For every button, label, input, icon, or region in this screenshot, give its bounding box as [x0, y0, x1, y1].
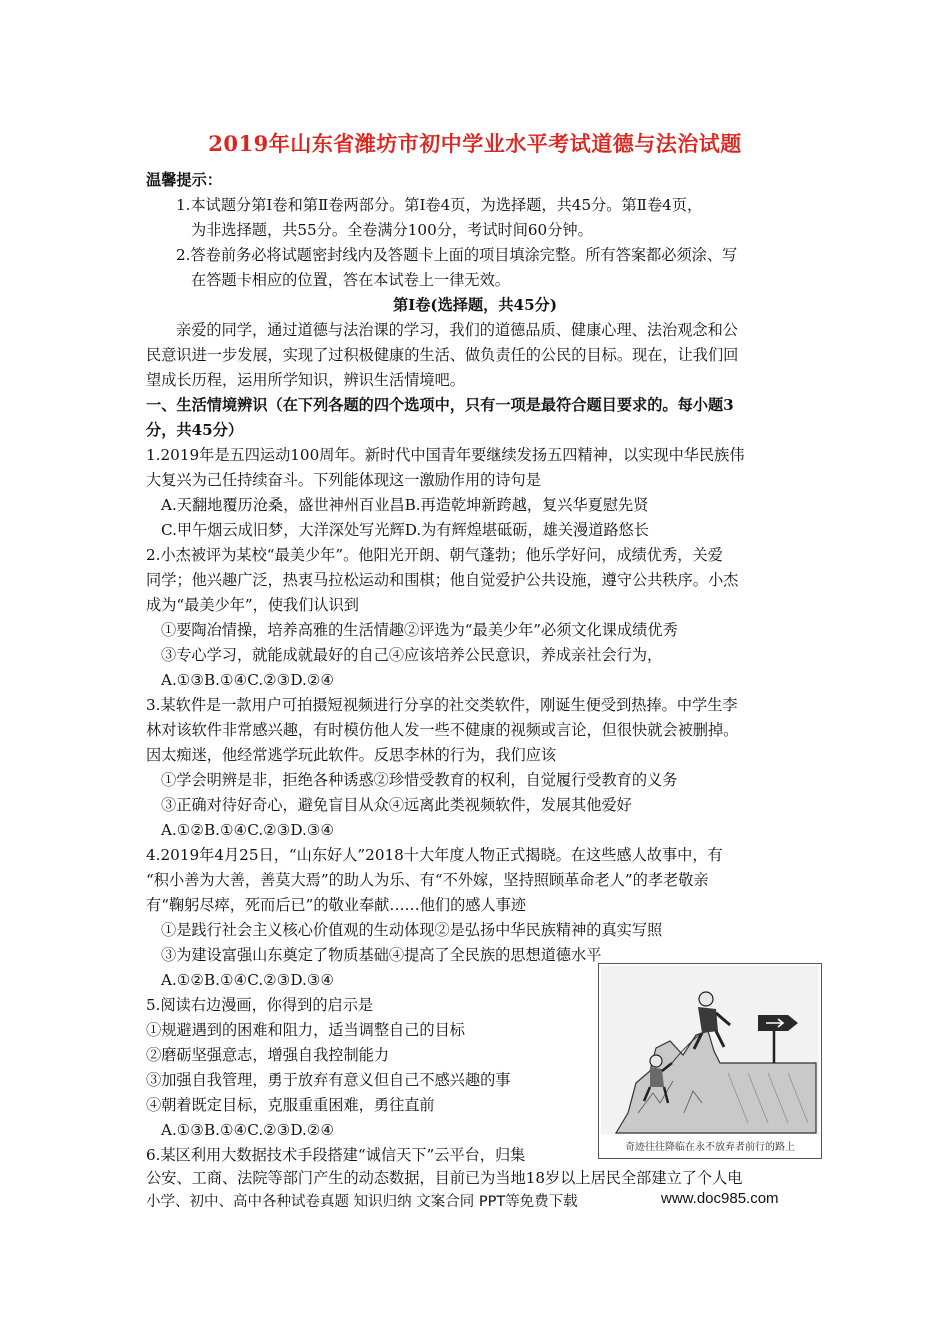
page-title: 2019年山东省潍坊市初中学业水平考试道德与法治试题 — [208, 131, 742, 156]
question-3-statement: ③正确对待好奇心，避免盲目从众④远离此类视频软件，发展其他爱好 — [161, 796, 632, 814]
intro-line: 亲爱的同学，通过道德与法治课的学习，我们的道德品质、健康心理、法治观念和公 — [176, 321, 738, 339]
tips-line: 2.答卷前务必将试题密封线内及答题卡上面的项目填涂完整。所有答案都必须涂、写 — [176, 246, 738, 264]
question-3-stem: 因太痴迷，他经常逃学玩此软件。反思李林的行为，我们应该 — [146, 746, 557, 764]
question-2-stem: 同学；他兴趣广泛，热衷马拉松运动和围棋；他自觉爱护公共设施，遵守公共秩序。小杰 — [146, 571, 739, 589]
question-3-statement: ①学会明辨是非，拒绝各种诱惑②珍惜受教育的权利，自觉履行受教育的义务 — [161, 771, 678, 789]
question-2-stem: 成为“最美少年”，使我们认识到 — [146, 596, 359, 614]
question-2-stem: 2.小杰被评为某校“最美少年”。他阳光开朗、朝气蓬勃；他乐学好问，成绩优秀，关爱 — [146, 546, 723, 564]
question-4-statement: ③为建设富强山东奠定了物质基础④提高了全民族的思想道德水平 — [161, 946, 602, 964]
intro-line: 民意识进一步发展，实现了过积极健康的生活、做负责任的公民的目标。现在，让我们回 — [146, 346, 739, 364]
question-2-statement: ③专心学习，就能成就最好的自己④应该培养公民意识，养成亲社会行为， — [161, 646, 663, 664]
section-title: 第Ⅰ卷(选择题，共45分) — [392, 296, 558, 314]
intro-line: 望成长历程，运用所学知识，辨识生活情境吧。 — [146, 371, 465, 389]
question-5-statement: ①规避遇到的困难和阻力，适当调整自己的目标 — [146, 1021, 465, 1039]
question-1-option: C.甲午烟云成旧梦，大洋深处写光辉D.为有辉煌堪砥砺，雄关漫道路悠长 — [161, 521, 649, 539]
tips-line: 1.本试题分第Ⅰ卷和第Ⅱ卷两部分。第Ⅰ卷4页，为选择题，共45分。第Ⅱ卷4页， — [176, 196, 703, 214]
question-5-statement: ②磨砺坚强意志，增强自我控制能力 — [146, 1046, 389, 1064]
question-2-options: A.①③B.①④C.②③D.②④ — [161, 671, 335, 689]
question-1-stem: 大复兴为己任持续奋斗。下列能体现这一激励作用的诗句是 — [146, 471, 541, 489]
tips-heading: 温馨提示： — [146, 171, 222, 189]
cartoon-illustration — [598, 963, 822, 1159]
cartoon-caption: 奇迹往往降临在永不放弃者前行的路上 — [625, 1142, 795, 1153]
question-1-stem: 1.2019年是五四运动100周年。新时代中国青年要继续发扬五四精神，以实现中华民族伟 — [146, 446, 745, 464]
question-1-option: A.天翻地覆历沧桑，盛世神州百业昌B.再造乾坤新跨越，复兴华夏慰先贤 — [161, 496, 649, 514]
footer-url-link[interactable]: www.doc985.com — [661, 1190, 779, 1207]
question-4-options: A.①②B.①④C.②③D.③④ — [161, 971, 335, 989]
question-4-statement: ①是践行社会主义核心价值观的生动体现②是弘扬中华民族精神的真实写照 — [161, 921, 663, 939]
question-4-stem: “积小善为大善，善莫大焉”的助人为乐、有“不外嫁，坚持照顾革命老人”的孝老敬亲 — [146, 871, 709, 889]
question-5-statement: ③加强自我管理，勇于放弃有意义但自己不感兴趣的事 — [146, 1071, 511, 1089]
tips-line: 在答题卡相应的位置，答在本试卷上一律无效。 — [191, 271, 510, 289]
question-6-stem: 6.某区利用大数据技术手段搭建“诚信天下”云平台，归集 — [146, 1146, 526, 1164]
question-4-stem: 4.2019年4月25日，“山东好人”2018十大年度人物正式揭晓。在这些感人故事中，有 — [146, 846, 723, 864]
question-5-options: A.①③B.①④C.②③D.②④ — [161, 1121, 335, 1139]
footer-text: 小学、初中、高中各种试卷真题 知识归纳 文案合同 PPT等免费下载 — [146, 1194, 578, 1210]
part-heading: 一、生活情境辨识（在下列各题的四个选项中，只有一项是最符合题目要求的。每小题3 — [146, 396, 734, 414]
tips-line: 为非选择题，共55分。全卷满分100分，考试时间60分钟。 — [191, 221, 593, 239]
question-5-statement: ④朝着既定目标，克服重重困难，勇往直前 — [146, 1096, 435, 1114]
question-4-stem: 有“鞠躬尽瘁，死而后已”的敬业奉献……他们的感人事迹 — [146, 896, 527, 914]
question-2-statement: ①要陶冶情操，培养高雅的生活情趣②评选为“最美少年”必须文化课成绩优秀 — [161, 621, 678, 639]
question-3-options: A.①②B.①④C.②③D.③④ — [161, 821, 335, 839]
question-5-stem: 5.阅读右边漫画，你得到的启示是 — [146, 996, 374, 1014]
part-heading: 分，共45分） — [146, 421, 244, 439]
question-3-stem: 3.某软件是一款用户可拍摄短视频进行分享的社交类软件，刚诞生便受到热捧。中学生李 — [146, 696, 738, 714]
question-3-stem: 林对该软件非常感兴趣，有时模仿他人发一些不健康的视频或言论，但很快就会被删掉。 — [146, 721, 739, 739]
question-6-stem: 公安、工商、法院等部门产生的动态数据，目前已为当地18岁以上居民全部建立了个人电 — [146, 1169, 743, 1187]
